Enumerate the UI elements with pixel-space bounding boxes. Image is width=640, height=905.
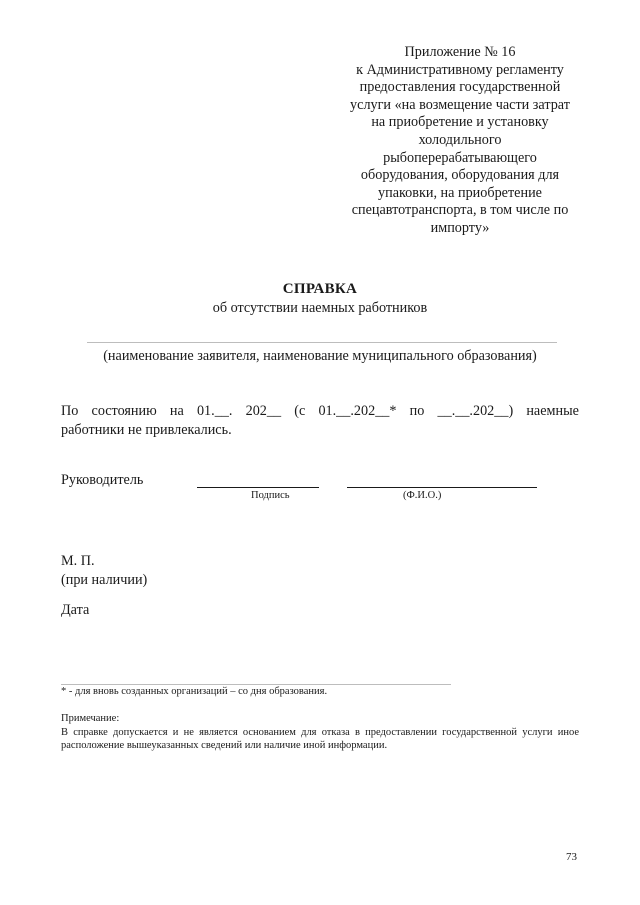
status-word: __.__.202__) [437,403,514,419]
status-line-2: работники не привлекались. [61,422,232,438]
stamp-block [61,552,147,590]
note-text: В справке допускается и не является основанием для отказа в предоставлении государственной услуги иное расположение вышеуказанных сведений или наличие иной информации. [61,727,579,751]
status-word: (с [294,403,306,419]
document-subtitle: об отсутствии наемных работников [212,300,428,316]
appendix-line: оборудования, оборудования для [360,167,560,184]
head-label: Руководитель [61,472,144,488]
document-title: СПРАВКА [282,281,358,297]
appendix-line: упаковки, на приобретение [378,184,542,201]
signature-caption: Подпись [251,490,290,501]
appendix-line: спецавтотранспорта, в том числе по [351,202,569,219]
appendix-line: на приобретение и установку [371,114,549,131]
appendix-line: услуги «на возмещение части затрат [350,96,570,113]
status-word: по [409,403,425,419]
signature-line [197,487,319,488]
footnote-separator [61,684,451,685]
appendix-line: предоставления государственной [359,79,561,96]
fio-line [347,487,537,488]
status-word: на [169,403,184,419]
status-word: наемные [526,403,579,419]
status-word: состоянию [91,403,157,419]
appendix-line: к Административному регламенту [356,61,564,78]
stamp-label: М. П. [61,553,95,569]
status-statement [61,402,579,440]
appendix-line: холодильного [418,131,502,148]
date-label: Дата [61,602,90,618]
page-number: 73 [566,851,577,863]
status-word: По [61,403,79,419]
note-heading: Примечание: [61,713,120,724]
footnote: * - для вновь созданных организаций – со дня образования. [61,686,328,697]
appendix-line: Приложение № 16 [404,44,516,60]
stamp-note: (при наличии) [61,572,148,588]
applicant-blank-line [87,342,557,343]
status-word: 202__ [245,403,282,419]
fio-caption: (Ф.И.О.) [403,490,442,501]
status-line-1 [61,402,579,421]
status-word: 01.__. [196,403,233,419]
status-word: 01.__.202__* [318,403,397,419]
appendix-line: рыбоперерабатывающего [383,149,537,166]
applicant-caption: (наименование заявителя, наименование муниципального образования) [103,348,537,364]
appendix-line: импорту» [430,219,490,236]
appendix-header [335,44,585,238]
